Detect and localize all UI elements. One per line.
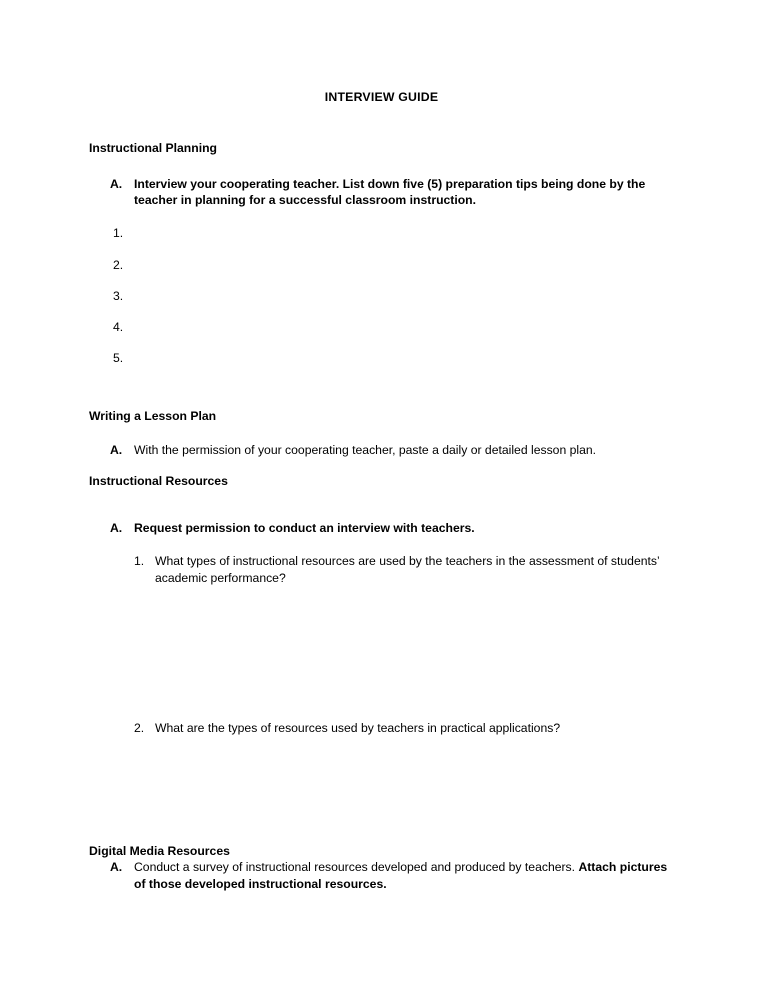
list-item-text: Interview your cooperating teacher. List down five (5) preparation tips being done by the teacher in planning for a successful classroom instruction. (134, 177, 646, 208)
document-title: INTERVIEW GUIDE (324, 90, 439, 104)
list-marker: 2. (134, 720, 145, 735)
list-marker: 1. (134, 554, 145, 569)
list-item (110, 859, 674, 891)
list-marker: A. (110, 442, 123, 457)
list-item (110, 520, 674, 536)
answer-space[interactable] (89, 736, 674, 844)
spacer (89, 208, 674, 225)
section-heading-instructional-planning: Instructional Planning (89, 140, 217, 155)
spacer (89, 424, 674, 442)
spacer (89, 304, 674, 319)
list-item-text-regular: Conduct a survey of instructional resources developed and produced by teachers. (134, 860, 579, 875)
list-item-text: Request permission to conduct an interview with teachers. (134, 521, 475, 536)
list-item (113, 288, 674, 304)
spacer (89, 458, 674, 474)
section-heading-digital-media-resources: Digital Media Resources (89, 844, 230, 859)
section-heading-writing-a-lesson-plan: Writing a Lesson Plan (89, 408, 217, 423)
list-item (110, 442, 674, 458)
spacer (89, 242, 674, 257)
list-marker: A. (110, 521, 123, 536)
answer-blank[interactable] (134, 225, 674, 237)
spacer (89, 156, 674, 176)
list-marker: 2. (113, 257, 124, 272)
list-marker: 3. (113, 288, 124, 303)
section-heading-instructional-resources: Instructional Resources (89, 474, 228, 488)
list-item (113, 257, 674, 273)
list-marker: A. (110, 177, 123, 191)
list-marker: A. (110, 860, 123, 875)
answer-blank[interactable] (134, 319, 674, 331)
list-item-text: With the permission of your cooperating teacher, paste a daily or detailed lesson plan. (134, 442, 597, 457)
list-item-text-emphasis: Attach pictures of those developed instructional resources. (134, 860, 668, 891)
spacer (89, 536, 674, 553)
answer-blank[interactable] (134, 350, 674, 362)
list-item (113, 319, 674, 335)
answer-space[interactable] (89, 586, 674, 720)
list-item (110, 176, 674, 208)
document-body (89, 0, 674, 892)
spacer (89, 335, 674, 350)
list-marker: 1. (113, 226, 124, 241)
list-marker: 4. (113, 320, 124, 335)
spacer (89, 489, 674, 520)
blank-answer-list (89, 225, 674, 366)
list-item (134, 720, 674, 736)
list-item (134, 553, 674, 585)
list-item-text (134, 859, 674, 891)
spacer (89, 105, 674, 141)
question-list (89, 553, 674, 844)
spacer (89, 273, 674, 288)
question-text: What are the types of resources used by teachers in practical applications? (155, 720, 561, 735)
question-text: What types of instructional resources are used by the teachers in the assessment of students’ academic performance? (155, 554, 660, 585)
list-item (113, 350, 674, 366)
answer-blank[interactable] (134, 257, 674, 269)
list-item (113, 225, 674, 241)
answer-blank[interactable] (134, 288, 674, 300)
spacer (89, 367, 674, 409)
list-marker: 5. (113, 351, 124, 366)
